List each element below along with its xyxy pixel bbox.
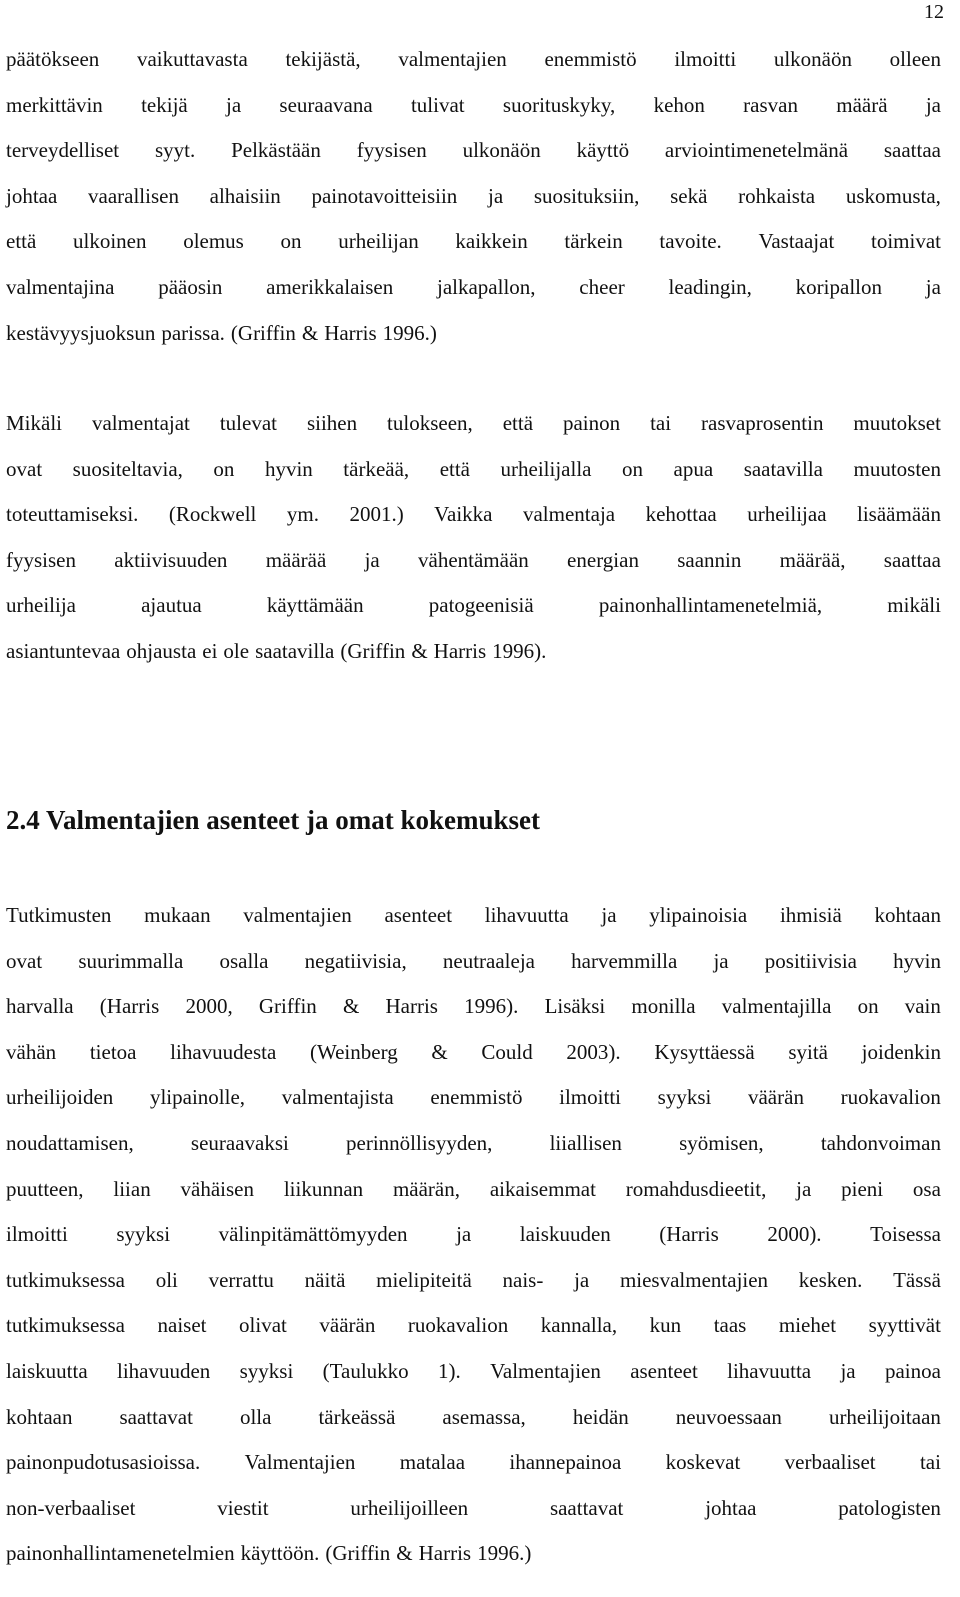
text-line: johtaa vaarallisen alhaisiin painotavoitteisiin ja suosituksiin, sekä rohkaista uskomusta, bbox=[6, 183, 941, 208]
text-line: non-verbaaliset viestit urheilijoilleen saattavat johtaa patologisten bbox=[6, 1495, 941, 1520]
text-line: painonhallintamenetelmien käyttöön. (Griffin & Harris 1996.) bbox=[6, 1541, 532, 1566]
text-line: urheilijoiden ylipainolle, valmentajista enemmistö ilmoitti syyksi väärän ruokavalion bbox=[6, 1085, 941, 1110]
text-line: Mikäli valmentajat tulevat siihen tulokseen, että painon tai rasvaprosentin muutokset bbox=[6, 411, 941, 435]
text-line: laiskuutta lihavuuden syyksi (Taulukko 1). Valmentajien asenteet lihavuutta ja painoa bbox=[6, 1358, 941, 1383]
paragraph-3 bbox=[6, 893, 941, 1577]
text-line: ovat suositeltavia, on hyvin tärkeää, että urheilijalla on apua saatavilla muutosten bbox=[6, 456, 941, 481]
text-line: päätökseen vaikuttavasta tekijästä, valmentajien enemmistö ilmoitti ulkonäön olleen bbox=[6, 47, 941, 71]
text-line: toteuttamiseksi. (Rockwell ym. 2001.) Vaikka valmentaja kehottaa urheilijaa lisäämään bbox=[6, 502, 941, 527]
text-line: harvalla (Harris 2000, Griffin & Harris 1996). Lisäksi monilla valmentajilla on vain bbox=[6, 994, 941, 1019]
paragraph-1 bbox=[6, 37, 941, 356]
text-line: kohtaan saattavat olla tärkeässä asemassa, heidän neuvoessaan urheilijoitaan bbox=[6, 1404, 941, 1429]
text-line: tutkimuksessa oli verrattu näitä mielipiteitä nais- ja miesvalmentajien kesken. Tässä bbox=[6, 1267, 941, 1292]
text-line: valmentajina pääosin amerikkalaisen jalkapallon, cheer leadingin, koripallon ja bbox=[6, 274, 941, 299]
paragraph-2 bbox=[6, 401, 941, 675]
text-line: merkittävin tekijä ja seuraavana tulivat suorituskyky, kehon rasvan määrä ja bbox=[6, 92, 941, 117]
text-line: kestävyysjuoksun parissa. (Griffin & Harris 1996.) bbox=[6, 320, 437, 345]
text-line: asiantuntevaa ohjausta ei ole saatavilla (Griffin & Harris 1996). bbox=[6, 638, 547, 663]
text-line: ovat suurimmalla osalla negatiivisia, neutraaleja harvemmilla ja positiivisia hyvin bbox=[6, 948, 941, 973]
text-line: ilmoitti syyksi välinpitämättömyyden ja laiskuuden (Harris 2000). Toisessa bbox=[6, 1222, 941, 1247]
text-line: terveydelliset syyt. Pelkästään fyysisen ulkonäön käyttö arviointimenetelmänä saattaa bbox=[6, 138, 941, 163]
text-line: puutteen, liian vähäisen liikunnan määrän, aikaisemmat romahdusdieetit, ja pieni osa bbox=[6, 1176, 941, 1201]
text-line: fyysisen aktiivisuuden määrää ja vähentämään energian saannin määrää, saattaa bbox=[6, 547, 941, 572]
text-line: painonpudotusasioissa. Valmentajien matalaa ihannepainoa koskevat verbaaliset tai bbox=[6, 1450, 941, 1475]
text-line: tutkimuksessa naiset olivat väärän ruokavalion kannalla, kun taas miehet syyttivät bbox=[6, 1313, 941, 1338]
text-line: noudattamisen, seuraavaksi perinnöllisyyden, liiallisen syömisen, tahdonvoiman bbox=[6, 1130, 941, 1155]
page-number: 12 bbox=[924, 1, 944, 23]
text-line: että ulkoinen olemus on urheilijan kaikkein tärkein tavoite. Vastaajat toimivat bbox=[6, 229, 941, 254]
text-line: Tutkimusten mukaan valmentajien asenteet lihavuutta ja ylipainoisia ihmisiä kohtaan bbox=[6, 903, 941, 927]
text-line: urheilija ajautua käyttämään patogeenisiä painonhallintamenetelmiä, mikäli bbox=[6, 593, 941, 618]
section-heading: 2.4 Valmentajien asenteet ja omat kokemukset bbox=[6, 805, 540, 835]
text-line: vähän tietoa lihavuudesta (Weinberg & Could 2003). Kysyttäessä syitä joidenkin bbox=[6, 1039, 941, 1064]
